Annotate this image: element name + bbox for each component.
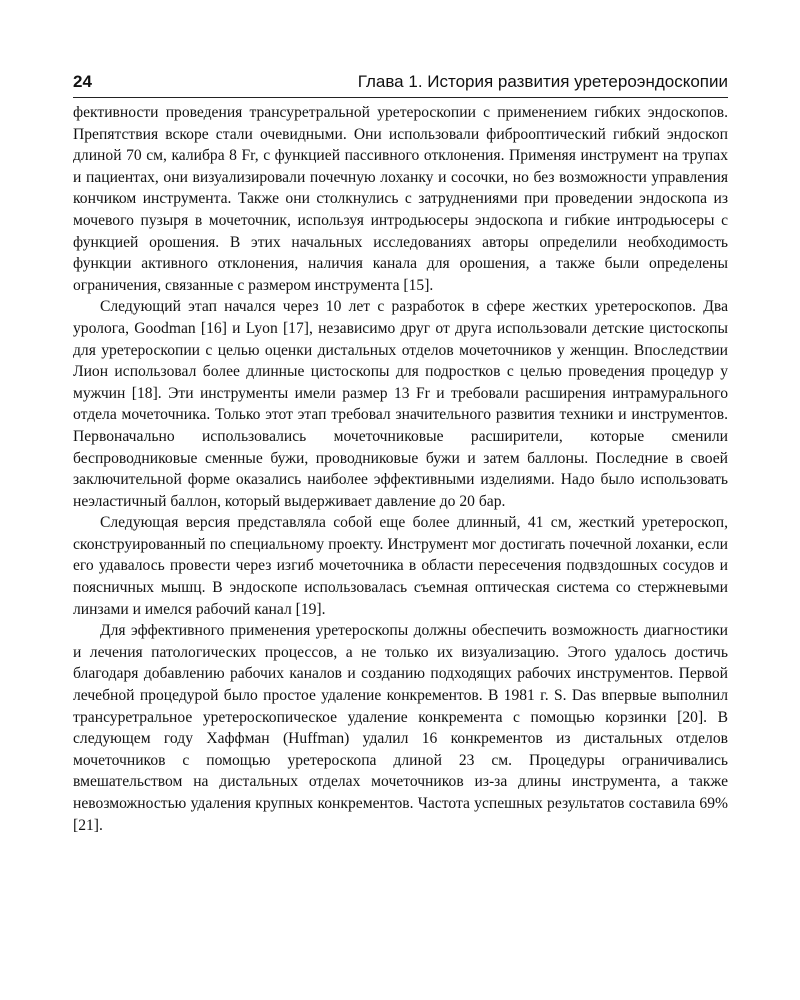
body-text bbox=[73, 102, 728, 836]
paragraph-1: фективности проведения трансуретральной уретероскопии с применением гибких эндоскопов. Препятствия вскоре стали очевидными. Они использовали фиброоптический гибкий эндоскоп длиной 70 см, калибра 8 Fr, с функцией пассивного отклонения. Применяя инструмент на трупах и пациентах, они визуализировали почечную лоханку и сосочки, но без возможности управления кончиком инструмента. Также они столкнулись с затруднениями при проведении эндоскопа из мочевого пузыря в мочеточник, используя интродьюсеры эндоскопа и гибкие интродьюсеры с функцией орошения. В этих начальных исследованиях авторы определили необходимость функции активного отклонения, наличия канала для орошения, а также были определены ограничения, связанные с размером инструмента [15]. bbox=[73, 104, 728, 294]
paragraph-4: Для эффективного применения уретероскопы должны обеспечить возможность диагностики и лечения патологических процессов, а не только их визуализацию. Этого удалось достичь благодаря добавлению рабочих каналов и созданию подходящих рабочих инструментов. Первой лечебной процедурой было простое удаление конкрементов. В 1981 г. S. Das впервые выполнил трансуретральное уретероскопическое удаление конкремента с помощью корзинки [20]. В следующем году Хаффман (Huffman) удалил 16 конкрементов из дистальных отделов мочеточников с помощью уретероскопа длиной 23 см. Процедуры ограничивались вмешательством на дистальных отделах мочеточников из-за длины инструмента, а также невозможностью удаления крупных конкрементов. Частота успешных результатов составила 69% [21]. bbox=[73, 622, 728, 834]
page-number: 24 bbox=[73, 72, 92, 91]
paragraph-3: Следующая версия представляла собой еще более длинный, 41 см, жесткий уретероскоп, сконструированный по специальному проекту. Инструмент мог достигать почечной лоханки, если его удавалось провести через изгиб мочеточника в области пересечения подвздошных сосудов и поясничных мышц. В эндоскопе использовалась съемная оптическая система со стержневыми линзами и имелся рабочий канал [19]. bbox=[73, 514, 728, 618]
header-rule bbox=[73, 97, 728, 98]
paragraph-2: Следующий этап начался через 10 лет с разработок в сфере жестких уретероскопов. Два уролога, Goodman [16] и Lyon [17], независимо друг от друга использовали детские цистоскопы для уретероскопии с целью оценки дистальных отделов мочеточников у женщин. Впоследствии Лион использовал более длинные цистоскопы для подростков с целью проведения процедур у мужчин [18]. Эти инструменты имели размер 13 Fr и требовали расширения интрамурального отдела мочеточника. Только этот этап требовал значительного развития техники и инструментов. Первоначально использовались мочеточниковые расширители, которые сменили беспроводниковые сменные бужи, проводниковые бужи и затем баллоны. Последние в своей заключительной форме оказались наиболее эффективными изделиями. Надо было использовать неэластичный баллон, который выдерживает давление до 20 бар. bbox=[73, 298, 728, 510]
chapter-title: Глава 1. История развития уретероэндоскопии bbox=[357, 72, 728, 91]
running-header bbox=[73, 72, 728, 96]
book-page bbox=[73, 72, 728, 836]
